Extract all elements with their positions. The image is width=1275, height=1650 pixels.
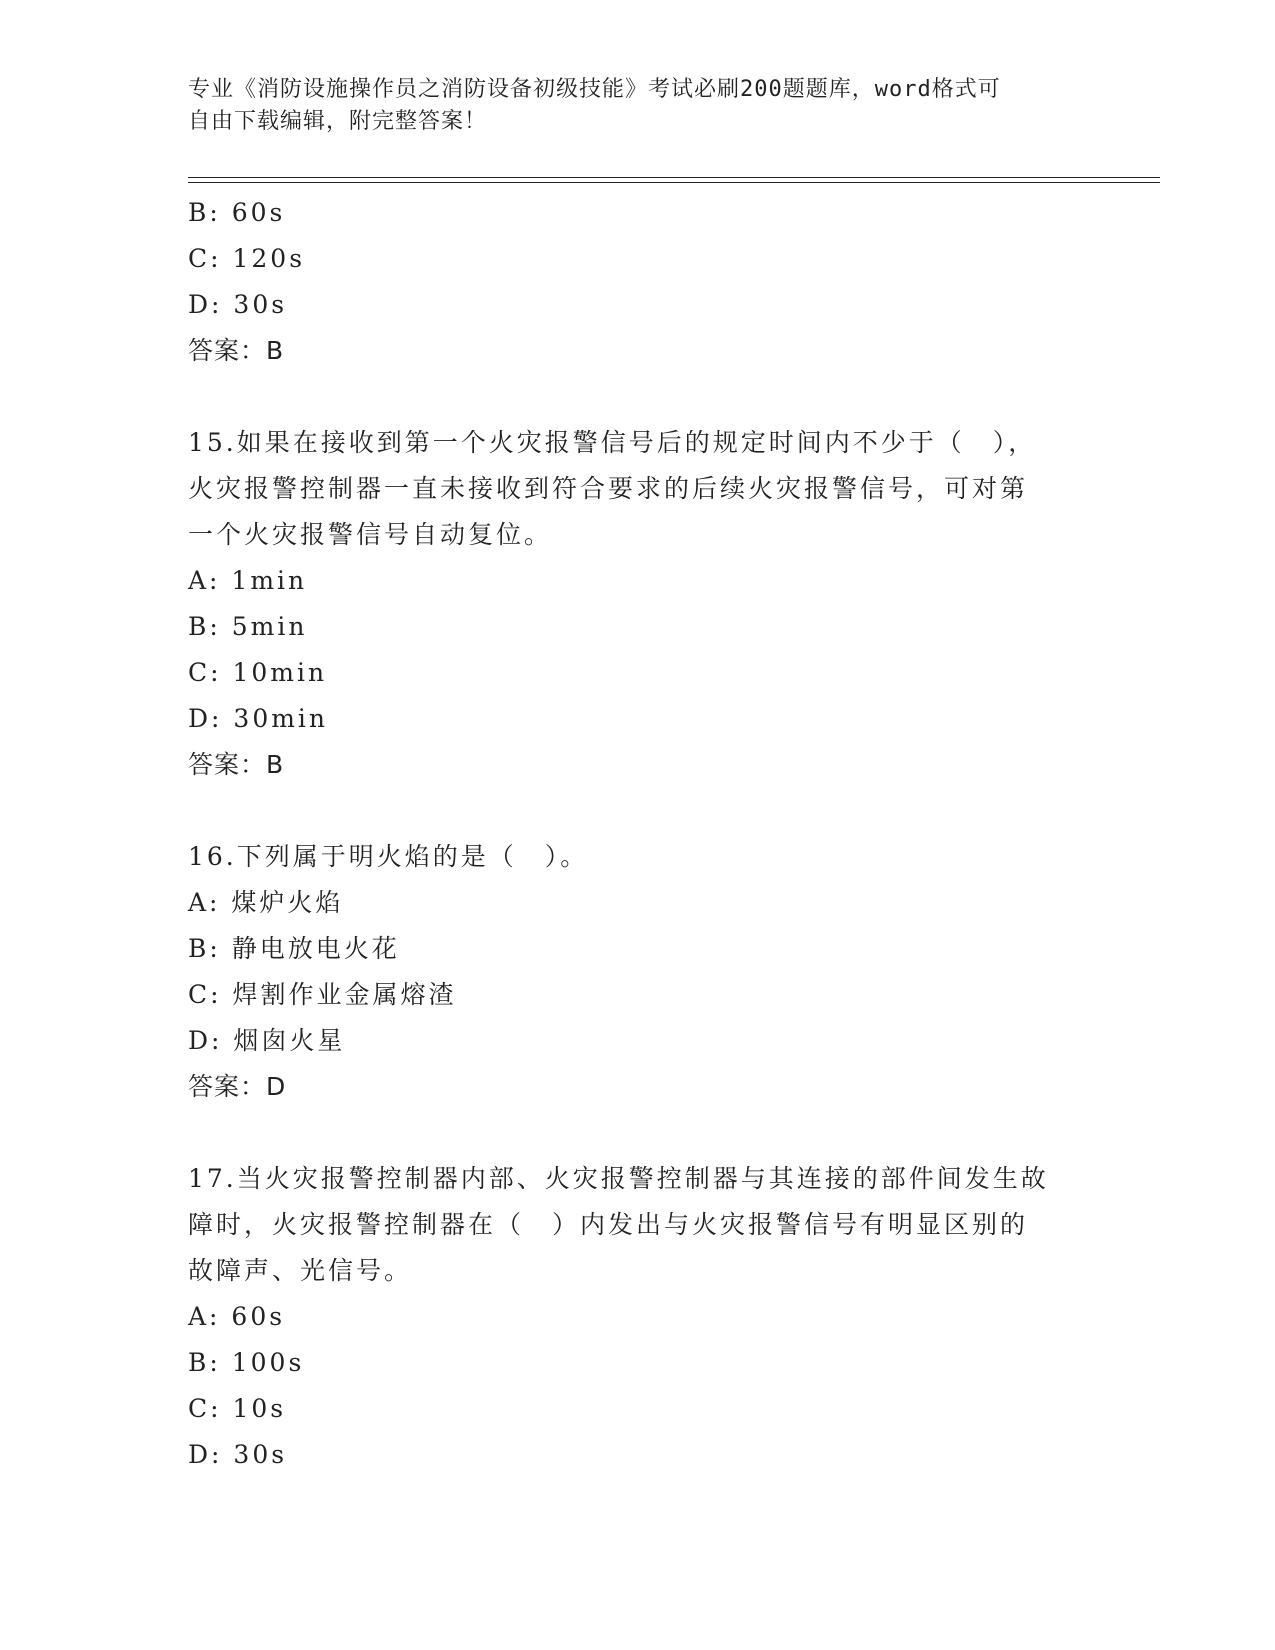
header-line-1: 专业《消防设施操作员之消防设备初级技能》考试必刷200题题库，word格式可 bbox=[188, 77, 1001, 102]
option-d: D: 烟囱火星 bbox=[188, 1026, 346, 1055]
stem-line: 故障声、光信号。 bbox=[188, 1256, 413, 1285]
question-16 bbox=[188, 834, 1088, 1110]
option-a: A: 煤炉火焰 bbox=[188, 888, 344, 917]
stem-line: 火灾报警控制器一直未接收到符合要求的后续火灾报警信号，可对第 bbox=[188, 474, 1029, 503]
stem-line: 障时，火灾报警控制器在（ ）内发出与火灾报警信号有明显区别的 bbox=[188, 1210, 1029, 1239]
question-17 bbox=[188, 1156, 1088, 1478]
option-b: B: 100s bbox=[188, 1348, 305, 1377]
spacer bbox=[188, 1110, 1088, 1156]
option-b: B: 60s bbox=[188, 198, 286, 227]
option-c: C: 10s bbox=[188, 1394, 287, 1423]
option-b: B: 静电放电火花 bbox=[188, 934, 400, 963]
answer-label: 答案：B bbox=[188, 336, 285, 365]
header-divider bbox=[188, 177, 1160, 183]
option-a: A: 1min bbox=[188, 566, 308, 595]
question-stem bbox=[188, 1156, 1088, 1294]
option-c: C: 120s bbox=[188, 244, 306, 273]
option-b: B: 5min bbox=[188, 612, 308, 641]
spacer bbox=[188, 788, 1088, 834]
option-c: C: 焊割作业金属熔渣 bbox=[188, 980, 457, 1009]
option-c: C: 10min bbox=[188, 658, 328, 687]
question-list bbox=[188, 190, 1088, 1478]
header-line-2: 自由下载编辑，附完整答案！ bbox=[188, 109, 488, 134]
option-d: D: 30s bbox=[188, 1440, 288, 1469]
answer-label: 答案：D bbox=[188, 1072, 287, 1101]
option-a: A: 60s bbox=[188, 1302, 286, 1331]
option-d: D: 30s bbox=[188, 290, 288, 319]
stem-line: 一个火灾报警信号自动复位。 bbox=[188, 520, 553, 549]
stem-line: 17.当火灾报警控制器内部、火灾报警控制器与其连接的部件间发生故 bbox=[188, 1164, 1049, 1193]
question-stem bbox=[188, 834, 1088, 880]
answer-label: 答案：B bbox=[188, 750, 285, 779]
stem-line: 15.如果在接收到第一个火灾报警信号后的规定时间内不少于（ ）， bbox=[188, 428, 1037, 457]
spacer bbox=[188, 374, 1088, 420]
option-d: D: 30min bbox=[188, 704, 329, 733]
page-header bbox=[188, 74, 1068, 138]
stem-line: 16.下列属于明火焰的是（ ）。 bbox=[188, 842, 589, 871]
question-15 bbox=[188, 420, 1088, 788]
question-14-tail bbox=[188, 190, 1088, 374]
question-stem bbox=[188, 420, 1088, 558]
